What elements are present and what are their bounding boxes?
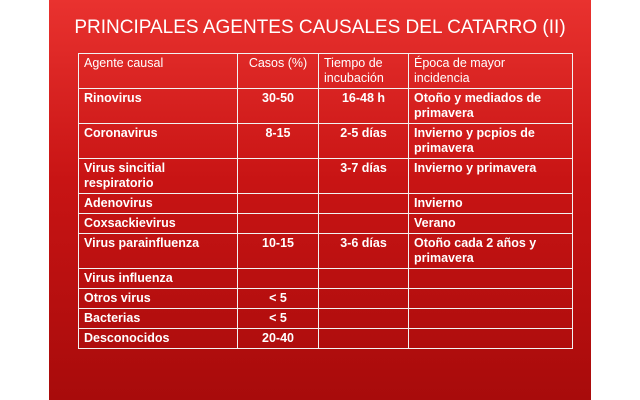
cell-agent: Virus influenza (79, 269, 238, 289)
cell-incubation (319, 329, 409, 349)
cell-season (409, 309, 573, 329)
cell-season: Verano (409, 214, 573, 234)
table-row (79, 159, 573, 194)
cell-incubation (319, 309, 409, 329)
table-row (79, 269, 573, 289)
table-row (79, 194, 573, 214)
cell-cases: < 5 (238, 289, 319, 309)
cell-incubation (319, 269, 409, 289)
header-season: Época de mayor incidencia (409, 54, 573, 89)
cell-incubation: 2-5 días (319, 124, 409, 159)
table-row (79, 329, 573, 349)
cell-season: Otoño cada 2 años y primavera (409, 234, 573, 269)
cell-agent: Coronavirus (79, 124, 238, 159)
cell-incubation (319, 194, 409, 214)
table-row (79, 124, 573, 159)
table-row (79, 309, 573, 329)
header-cases: Casos (%) (238, 54, 319, 89)
cell-cases (238, 214, 319, 234)
cell-agent: Virus parainfluenza (79, 234, 238, 269)
cell-cases: < 5 (238, 309, 319, 329)
cell-season (409, 329, 573, 349)
slide-title: PRINCIPALES AGENTES CAUSALES DEL CATARRO (II) (74, 17, 566, 38)
cell-season: Invierno y pcpios de primavera (409, 124, 573, 159)
cell-incubation: 16-48 h (319, 89, 409, 124)
cell-cases (238, 159, 319, 194)
cell-cases: 8-15 (238, 124, 319, 159)
cell-season (409, 269, 573, 289)
cell-agent: Otros virus (79, 289, 238, 309)
cell-agent: Coxsackievirus (79, 214, 238, 234)
cell-agent: Desconocidos (79, 329, 238, 349)
cell-cases (238, 194, 319, 214)
header-incubation: Tiempo de incubación (319, 54, 409, 89)
cell-season (409, 289, 573, 309)
cell-agent: Bacterias (79, 309, 238, 329)
cell-season: Invierno y primavera (409, 159, 573, 194)
cell-season: Otoño y mediados de primavera (409, 89, 573, 124)
agents-table (78, 53, 573, 349)
table-row (79, 214, 573, 234)
cell-cases: 30-50 (238, 89, 319, 124)
table-row (79, 234, 573, 269)
cell-incubation: 3-6 días (319, 234, 409, 269)
cell-agent: Virus sincitial respiratorio (79, 159, 238, 194)
cell-cases: 10-15 (238, 234, 319, 269)
cell-cases: 20-40 (238, 329, 319, 349)
cell-season: Invierno (409, 194, 573, 214)
cell-cases (238, 269, 319, 289)
cell-incubation (319, 289, 409, 309)
cell-incubation (319, 214, 409, 234)
cell-agent: Rinovirus (79, 89, 238, 124)
slide (49, 0, 591, 400)
table-row (79, 89, 573, 124)
table-header-row (79, 54, 573, 89)
header-agent: Agente causal (79, 54, 238, 89)
table-row (79, 289, 573, 309)
cell-agent: Adenovirus (79, 194, 238, 214)
cell-incubation: 3-7 días (319, 159, 409, 194)
